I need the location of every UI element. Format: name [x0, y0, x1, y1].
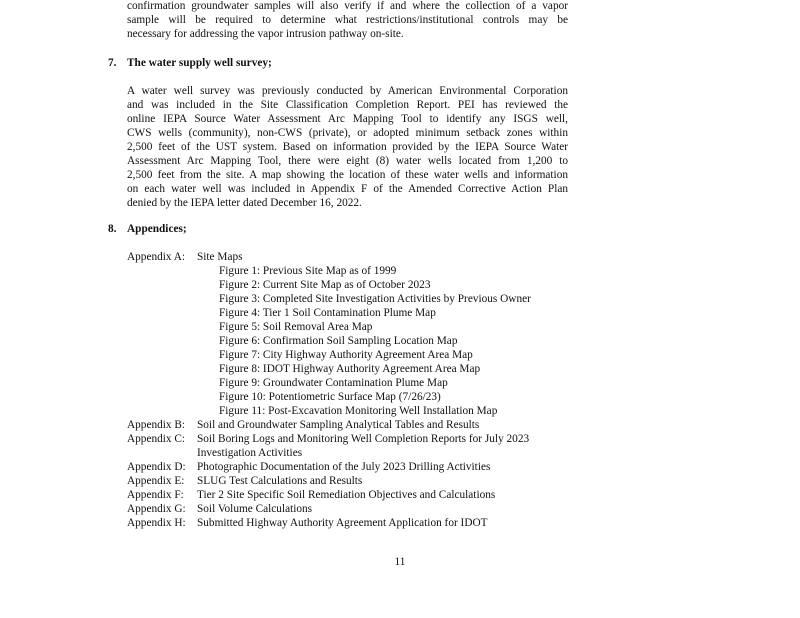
section-7-number: 7.	[108, 57, 117, 69]
section-7-line: on each water well was included in Appendix F of the Amended Corrective Action Plan	[127, 183, 568, 195]
appendix-h-title: Submitted Highway Authority Agreement Application for IDOT	[197, 517, 488, 529]
section-7-line: 2,500 feet of the UST system. Based on information provided by the IEPA Source Water	[127, 141, 568, 153]
section-7-line: and was included in the Site Classification Completion Report. PEI has reviewed the	[127, 99, 568, 111]
section-8-number: 8.	[108, 223, 117, 235]
top-paragraph-line: confirmation groundwater samples will also verify if and where the collection of a vapor	[127, 0, 568, 12]
page-number: 11	[394, 556, 406, 568]
appendix-b-key: Appendix B:	[127, 419, 186, 431]
appendix-c-title-cont: Investigation Activities	[197, 447, 303, 459]
section-7-heading	[108, 56, 272, 70]
top-paragraph-line: sample will be required to determine what restrictions/institutional controls may be	[127, 14, 568, 26]
section-8-title: Appendices;	[127, 223, 187, 235]
appendix-e-title: SLUG Test Calculations and Results	[197, 475, 363, 487]
top-paragraph-line: necessary for addressing the vapor intrusion pathway on-site.	[127, 28, 404, 40]
figure-item: Figure 1: Previous Site Map as of 1999	[219, 265, 397, 277]
figure-item: Figure 6: Confirmation Soil Sampling Location Map	[219, 335, 458, 347]
appendix-c-title: Soil Boring Logs and Monitoring Well Completion Reports for July 2023	[197, 433, 530, 445]
figure-item: Figure 3: Completed Site Investigation Activities by Previous Owner	[219, 293, 531, 305]
figure-item: Figure 9: Groundwater Contamination Plume Map	[219, 377, 448, 389]
figure-item: Figure 2: Current Site Map as of October 2023	[219, 279, 431, 291]
figure-item: Figure 11: Post-Excavation Monitoring Well Installation Map	[219, 405, 498, 417]
appendix-g-key: Appendix G:	[127, 503, 186, 515]
section-7-line: CWS wells (community), non-CWS (private), or adopted minimum setback zones within	[127, 127, 568, 139]
section-7-title: The water supply well survey;	[127, 57, 272, 69]
section-7-line: Assessment Arc Mapping Tool, there were eight (8) water wells located from 1,200 to	[127, 155, 568, 167]
section-7-line: denied by the IEPA letter dated December 16, 2022.	[127, 197, 362, 209]
appendix-c-key: Appendix C:	[127, 433, 186, 445]
appendix-b-title: Soil and Groundwater Sampling Analytical Tables and Results	[197, 419, 480, 431]
figure-item: Figure 5: Soil Removal Area Map	[219, 321, 373, 333]
appendix-d-key: Appendix D:	[127, 461, 186, 473]
appendix-f-title: Tier 2 Site Specific Soil Remediation Objectives and Calculations	[197, 489, 496, 501]
figure-item: Figure 10: Potentiometric Surface Map (7/26/23)	[219, 391, 441, 403]
top-paragraph	[127, 0, 568, 41]
figure-item: Figure 8: IDOT Highway Authority Agreement Area Map	[219, 363, 481, 375]
appendix-h-key: Appendix H:	[127, 517, 186, 529]
section-7-line: A water well survey was previously conducted by American Environmental Corporation	[127, 85, 568, 97]
section-8-heading	[108, 222, 187, 236]
section-7-paragraph	[127, 84, 568, 210]
figure-item: Figure 4: Tier 1 Soil Contamination Plume Map	[219, 307, 436, 319]
section-7-line: online IEPA Source Water Assessment Arc Mapping Tool to identify any ISGS well,	[127, 113, 568, 125]
appendix-d-title: Photographic Documentation of the July 2023 Drilling Activities	[197, 461, 491, 473]
appendix-a-title: Site Maps	[197, 251, 243, 263]
appendix-e-key: Appendix E:	[127, 475, 185, 487]
figure-item: Figure 7: City Highway Authority Agreement Area Map	[219, 349, 473, 361]
appendix-g-title: Soil Volume Calculations	[197, 503, 313, 515]
appendix-f-key: Appendix F:	[127, 489, 184, 501]
section-7-line: 2,500 feet from the site. A map showing the location of these water wells and information	[127, 169, 568, 181]
appendix-a-key: Appendix A:	[127, 251, 186, 263]
